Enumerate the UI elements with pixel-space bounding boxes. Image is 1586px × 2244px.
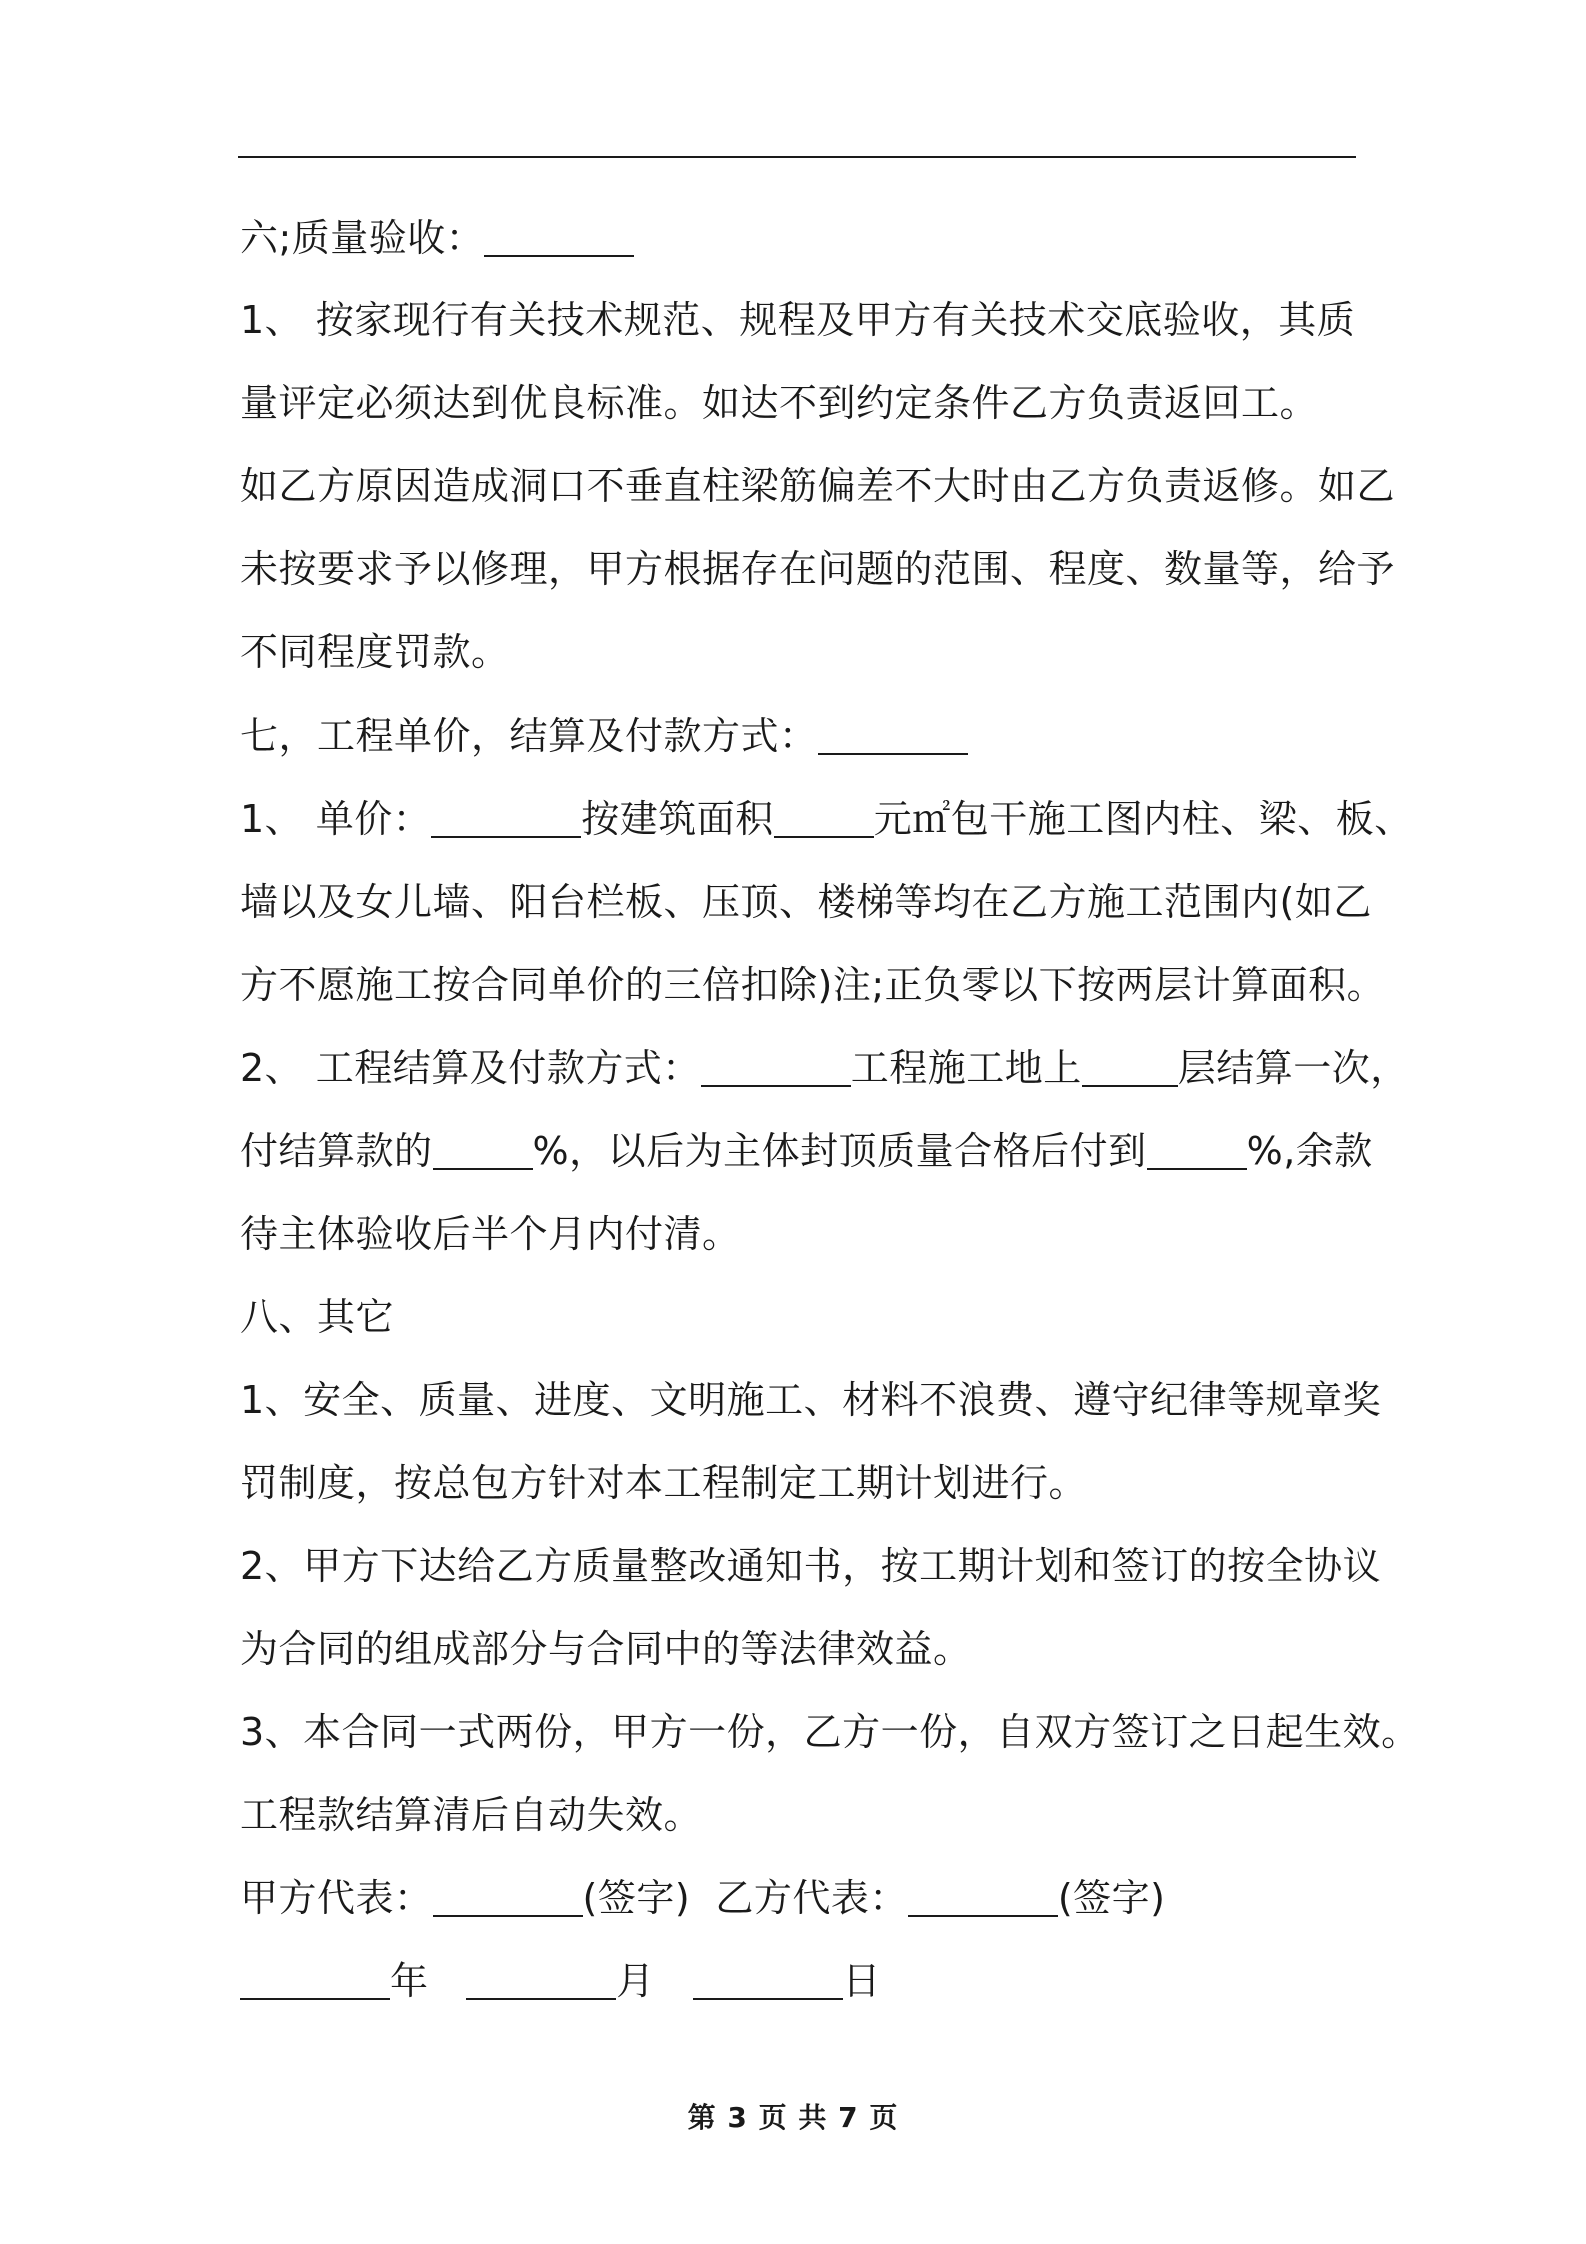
section-6-item-1-line-2: 量评定必须达到优良标准。如达不到约定条件乙方负责返回工。	[240, 381, 1319, 425]
section-7-heading: 七，工程单价，结算及付款方式：	[240, 714, 818, 758]
party-b-label: 乙方代表：	[715, 1876, 908, 1920]
section-6-para-line-2: 未按要求予以修理，甲方根据存在问题的范围、程度、数量等，给予	[240, 547, 1396, 591]
floors-blank[interactable]	[1082, 1045, 1178, 1087]
party-b-sign-note: (签字)	[1057, 1876, 1166, 1920]
fill-in-blank[interactable]	[484, 215, 634, 257]
party-b-signature-blank[interactable]	[908, 1875, 1058, 1917]
area-label: 按建筑面积	[581, 797, 774, 841]
section-7-item-2-line-1	[240, 1043, 1409, 1093]
day-label: 日	[842, 1959, 882, 2003]
section-8-heading: 八、其它	[240, 1295, 395, 1339]
section-6-item-1-line-1: 1、 按家现行有关技术规范、规程及甲方有关技术交底验收，其质	[240, 298, 1356, 342]
floors-label: 工程施工地上	[850, 1046, 1082, 1090]
unit-price-blank[interactable]	[431, 796, 581, 838]
party-a-label: 甲方代表：	[240, 1876, 433, 1920]
party-a-sign-note: (签字)	[582, 1876, 691, 1920]
area-price-blank[interactable]	[774, 796, 874, 838]
section-8-item-1-line-2: 罚制度，按总包方针对本工程制定工期计划进行。	[240, 1461, 1088, 1505]
section-6-para-line-1: 如乙方原因造成洞口不垂直柱梁筋偏差不大时由乙方负责返修。如乙	[240, 464, 1396, 508]
page-number: 第 3 页 共 7 页	[687, 2101, 899, 2134]
month-label: 月	[616, 1959, 655, 2003]
section-6-para-line-3: 不同程度罚款。	[240, 630, 510, 674]
header-divider	[238, 156, 1356, 158]
area-unit-text: 元㎡包干施工图内柱、梁、板、	[873, 797, 1413, 841]
section-6-heading-line	[240, 213, 634, 263]
unit-price-label: 1、 单价：	[240, 797, 432, 841]
section-8-item-2-line-1: 2、甲方下达给乙方质量整改通知书，按工期计划和签订的按全协议	[240, 1544, 1382, 1588]
section-7-heading-line	[240, 711, 968, 761]
day-blank[interactable]	[693, 1958, 843, 2000]
section-7-item-1-line-2: 墙以及女儿墙、阳台栏板、压顶、楼梯等均在乙方施工范围内(如乙	[240, 880, 1372, 924]
fill-in-blank[interactable]	[818, 713, 968, 755]
section-8-item-2-line-2: 为合同的组成部分与合同中的等法律效益。	[240, 1627, 972, 1671]
section-8-item-3-line-2: 工程款结算清后自动失效。	[240, 1793, 703, 1837]
signature-line	[240, 1873, 1166, 1923]
party-a-signature-blank[interactable]	[433, 1875, 583, 1917]
section-7-item-1-line-1	[240, 794, 1413, 844]
section-6-heading: 六;质量验收：	[240, 216, 485, 260]
payment-method-blank[interactable]	[701, 1045, 851, 1087]
payment-percent-label: 付结算款的	[240, 1129, 433, 1173]
year-label: 年	[390, 1959, 429, 2003]
section-7-item-2-line-2	[240, 1126, 1373, 1176]
section-7-item-2-line-3: 待主体验收后半个月内付清。	[240, 1212, 741, 1256]
date-line	[240, 1956, 881, 2006]
topping-out-text: %，以后为主体封顶质量合格后付到	[532, 1129, 1147, 1173]
section-8-item-3-line-1: 3、本合同一式两份，甲方一份，乙方一份，自双方签订之日起生效。	[240, 1710, 1420, 1754]
payment-percent-blank[interactable]	[433, 1128, 533, 1170]
year-blank[interactable]	[240, 1958, 390, 2000]
topping-percent-blank[interactable]	[1147, 1128, 1247, 1170]
section-7-item-1-line-3: 方不愿施工按合同单价的三倍扣除)注;正负零以下按两层计算面积。	[240, 963, 1386, 1007]
payment-method-label: 2、 工程结算及付款方式：	[240, 1046, 701, 1090]
section-8-item-1-line-1: 1、安全、质量、进度、文明施工、材料不浪费、遵守纪律等规章奖	[240, 1378, 1382, 1422]
settlement-text: 层结算一次，	[1177, 1046, 1409, 1090]
balance-text: %,余款	[1246, 1129, 1373, 1173]
month-blank[interactable]	[466, 1958, 616, 2000]
